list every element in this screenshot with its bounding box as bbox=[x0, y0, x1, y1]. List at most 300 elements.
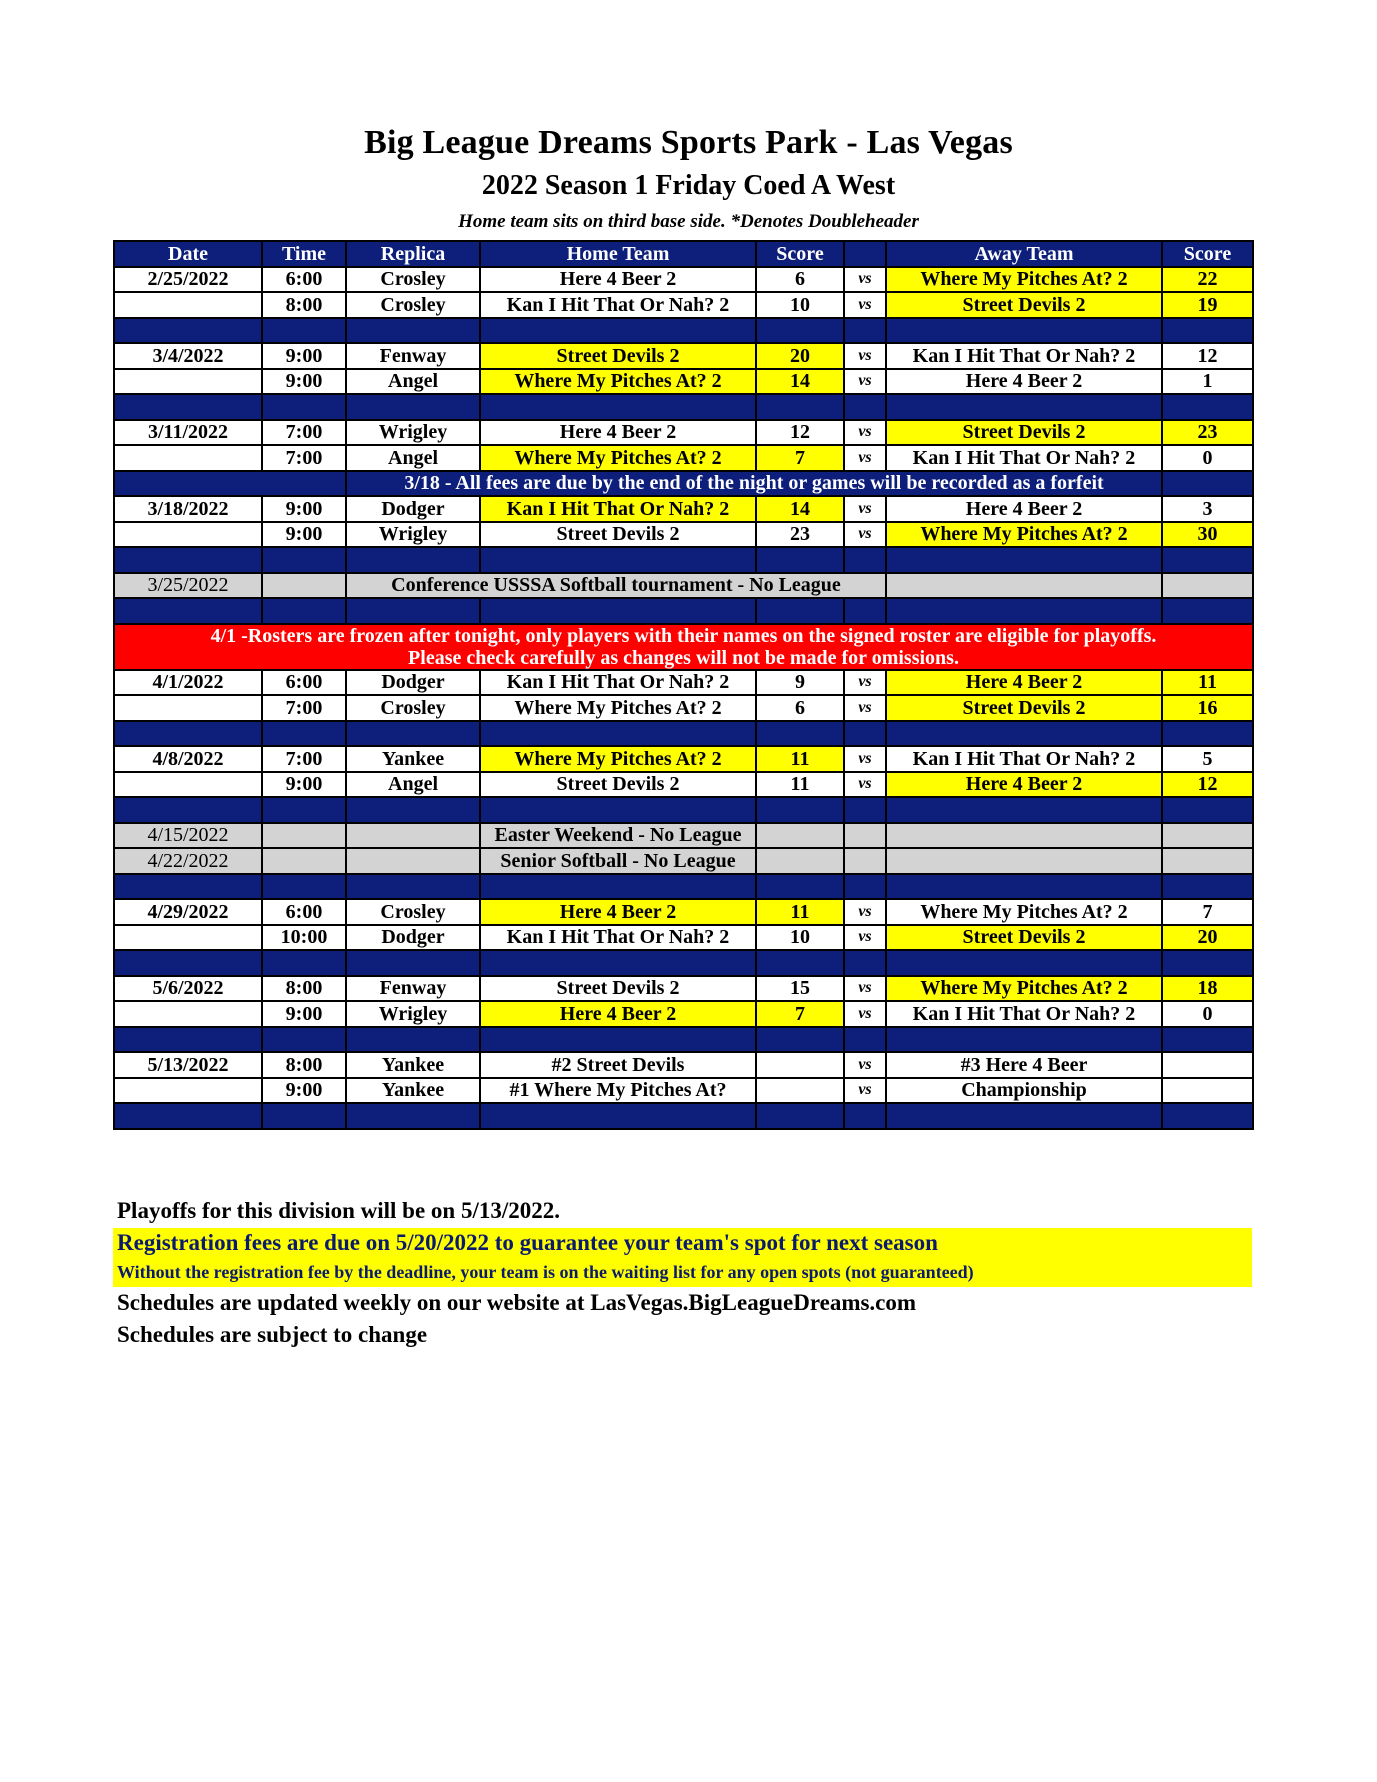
vs-label: vs bbox=[844, 420, 886, 446]
spacer-cell bbox=[756, 598, 844, 624]
spacer-row bbox=[114, 318, 1253, 344]
game-row bbox=[114, 292, 1253, 318]
game-date: 4/29/2022 bbox=[114, 899, 262, 925]
vs-label: vs bbox=[844, 522, 886, 548]
spacer-cell bbox=[756, 1027, 844, 1053]
vs-label: vs bbox=[844, 899, 886, 925]
spacer-cell bbox=[346, 1027, 480, 1053]
spacer-cell bbox=[886, 950, 1162, 976]
spacer-cell bbox=[480, 318, 756, 344]
spacer-row bbox=[114, 950, 1253, 976]
away-team: #3 Here 4 Beer bbox=[886, 1052, 1162, 1078]
away-team: Kan I Hit That Or Nah? 2 bbox=[886, 343, 1162, 369]
spacer-cell bbox=[480, 797, 756, 823]
game-time: 7:00 bbox=[262, 746, 346, 772]
spacer-cell bbox=[886, 318, 1162, 344]
spacer-cell bbox=[114, 874, 262, 900]
spacer-cell bbox=[480, 721, 756, 747]
playoff-row bbox=[114, 1052, 1253, 1078]
game-replica-field: Crosley bbox=[346, 267, 480, 293]
spacer-cell bbox=[756, 547, 844, 573]
home-team: Street Devils 2 bbox=[480, 976, 756, 1002]
spacer-cell bbox=[844, 547, 886, 573]
game-row bbox=[114, 343, 1253, 369]
empty-cell bbox=[262, 848, 346, 874]
vs-label: vs bbox=[844, 772, 886, 798]
home-score: 14 bbox=[756, 496, 844, 522]
spacer-cell bbox=[114, 318, 262, 344]
home-score: 11 bbox=[756, 746, 844, 772]
game-time: 8:00 bbox=[262, 1052, 346, 1078]
home-score: 20 bbox=[756, 343, 844, 369]
game-date: 3/25/2022 bbox=[114, 573, 262, 599]
spacer-cell bbox=[844, 318, 886, 344]
spacer-cell bbox=[1162, 547, 1253, 573]
spacer-cell bbox=[346, 598, 480, 624]
away-score bbox=[1162, 1078, 1253, 1104]
spacer-cell bbox=[756, 1103, 844, 1129]
spacer-cell bbox=[346, 394, 480, 420]
home-score bbox=[756, 1078, 844, 1104]
spacer-cell bbox=[886, 797, 1162, 823]
game-time: 6:00 bbox=[262, 899, 346, 925]
no-league-note: Senior Softball - No League bbox=[480, 848, 756, 874]
spacer-cell bbox=[114, 471, 346, 497]
empty-cell bbox=[262, 573, 346, 599]
home-team: Where My Pitches At? 2 bbox=[480, 746, 756, 772]
game-time: 9:00 bbox=[262, 343, 346, 369]
home-score bbox=[756, 1052, 844, 1078]
empty-cell bbox=[886, 573, 1162, 599]
waiting-list-note: Without the registration fee by the deadline, your team is on the waiting list for any open spots (not guaranteed) bbox=[117, 1262, 974, 1282]
spacer-cell bbox=[114, 394, 262, 420]
spacer-row bbox=[114, 1103, 1253, 1129]
game-date bbox=[114, 292, 262, 318]
away-score: 18 bbox=[1162, 976, 1253, 1002]
away-team: Where My Pitches At? 2 bbox=[886, 899, 1162, 925]
away-score: 23 bbox=[1162, 420, 1253, 446]
home-team: #2 Street Devils bbox=[480, 1052, 756, 1078]
spacer-cell bbox=[480, 1027, 756, 1053]
home-score: 12 bbox=[756, 420, 844, 446]
home-team: Street Devils 2 bbox=[480, 772, 756, 798]
game-date: 4/8/2022 bbox=[114, 746, 262, 772]
fee-notice-row bbox=[114, 471, 1253, 497]
empty-cell bbox=[1162, 848, 1253, 874]
spacer-cell bbox=[844, 950, 886, 976]
game-replica-field: Dodger bbox=[346, 670, 480, 696]
spacer-cell bbox=[262, 318, 346, 344]
game-replica-field: Wrigley bbox=[346, 1001, 480, 1027]
spacer-row bbox=[114, 874, 1253, 900]
game-date bbox=[114, 445, 262, 471]
away-team: Street Devils 2 bbox=[886, 695, 1162, 721]
game-time: 9:00 bbox=[262, 772, 346, 798]
game-replica-field: Angel bbox=[346, 369, 480, 395]
game-replica-field: Crosley bbox=[346, 292, 480, 318]
spacer-cell bbox=[346, 721, 480, 747]
game-date: 4/15/2022 bbox=[114, 823, 262, 849]
game-date bbox=[114, 522, 262, 548]
table-header-row bbox=[114, 241, 1253, 267]
spacer-cell bbox=[262, 797, 346, 823]
vs-label: vs bbox=[844, 695, 886, 721]
website-note: Schedules are updated weekly on our website at LasVegas.BigLeagueDreams.com bbox=[117, 1290, 917, 1315]
home-team: Where My Pitches At? 2 bbox=[480, 445, 756, 471]
game-row bbox=[114, 369, 1253, 395]
home-score: 10 bbox=[756, 292, 844, 318]
home-team: Here 4 Beer 2 bbox=[480, 267, 756, 293]
away-score: 12 bbox=[1162, 343, 1253, 369]
game-date bbox=[114, 772, 262, 798]
spacer-row bbox=[114, 797, 1253, 823]
spacer-cell bbox=[262, 950, 346, 976]
game-date: 5/13/2022 bbox=[114, 1052, 262, 1078]
home-score: 6 bbox=[756, 695, 844, 721]
page-title: Big League Dreams Sports Park - Las Vegas bbox=[364, 124, 1013, 161]
game-time: 7:00 bbox=[262, 420, 346, 446]
vs-label: vs bbox=[844, 670, 886, 696]
game-time: 7:00 bbox=[262, 695, 346, 721]
home-score: 23 bbox=[756, 522, 844, 548]
empty-cell bbox=[886, 848, 1162, 874]
game-replica-field: Wrigley bbox=[346, 522, 480, 548]
game-row bbox=[114, 976, 1253, 1002]
spacer-cell bbox=[756, 797, 844, 823]
home-team: Where My Pitches At? 2 bbox=[480, 695, 756, 721]
spacer-cell bbox=[346, 547, 480, 573]
spacer-cell bbox=[114, 598, 262, 624]
home-score: 9 bbox=[756, 670, 844, 696]
no-league-note: Conference USSSA Softball tournament - No League bbox=[346, 573, 886, 599]
empty-cell bbox=[1162, 823, 1253, 849]
away-team: Street Devils 2 bbox=[886, 420, 1162, 446]
spacer-cell bbox=[886, 1027, 1162, 1053]
empty-cell bbox=[886, 823, 1162, 849]
game-replica-field: Fenway bbox=[346, 343, 480, 369]
home-score: 7 bbox=[756, 1001, 844, 1027]
no-league-row bbox=[114, 573, 1253, 599]
spacer-cell bbox=[346, 797, 480, 823]
home-team: Kan I Hit That Or Nah? 2 bbox=[480, 670, 756, 696]
spacer-cell bbox=[886, 394, 1162, 420]
spacer-cell bbox=[480, 1103, 756, 1129]
spacer-row bbox=[114, 1027, 1253, 1053]
game-replica-field: Wrigley bbox=[346, 420, 480, 446]
spacer-cell bbox=[886, 874, 1162, 900]
no-league-row bbox=[114, 848, 1253, 874]
spacer-cell bbox=[886, 598, 1162, 624]
spacer-row bbox=[114, 547, 1253, 573]
game-replica-field: Yankee bbox=[346, 1078, 480, 1104]
spacer-cell bbox=[346, 874, 480, 900]
playoff-row bbox=[114, 1078, 1253, 1104]
game-time: 9:00 bbox=[262, 1078, 346, 1104]
away-team: Here 4 Beer 2 bbox=[886, 670, 1162, 696]
vs-label: vs bbox=[844, 1052, 886, 1078]
game-row bbox=[114, 670, 1253, 696]
home-team: #1 Where My Pitches At? bbox=[480, 1078, 756, 1104]
empty-cell bbox=[346, 823, 480, 849]
spacer-cell bbox=[1162, 1027, 1253, 1053]
vs-label: vs bbox=[844, 1078, 886, 1104]
spacer-cell bbox=[1162, 1103, 1253, 1129]
game-row bbox=[114, 496, 1253, 522]
fee-notice: 3/18 - All fees are due by the end of the night or games will be recorded as a forfeit bbox=[346, 471, 1162, 497]
spacer-cell bbox=[1162, 318, 1253, 344]
home-team: Street Devils 2 bbox=[480, 522, 756, 548]
spacer-cell bbox=[844, 1027, 886, 1053]
away-score: 3 bbox=[1162, 496, 1253, 522]
spacer-cell bbox=[114, 547, 262, 573]
game-date: 5/6/2022 bbox=[114, 976, 262, 1002]
spacer-row bbox=[114, 394, 1253, 420]
game-row bbox=[114, 522, 1253, 548]
game-replica-field: Crosley bbox=[346, 899, 480, 925]
roster-notice-line1: 4/1 -Rosters are frozen after tonight, only players with their names on the signed roster are eligible for playoffs. bbox=[210, 624, 1157, 647]
away-team: Here 4 Beer 2 bbox=[886, 496, 1162, 522]
game-time: 9:00 bbox=[262, 369, 346, 395]
home-score: 15 bbox=[756, 976, 844, 1002]
spacer-cell bbox=[1162, 471, 1253, 497]
roster-notice bbox=[114, 624, 1253, 670]
game-replica-field: Yankee bbox=[346, 746, 480, 772]
game-row bbox=[114, 267, 1253, 293]
col-header-date: Date bbox=[114, 241, 262, 267]
home-team: Kan I Hit That Or Nah? 2 bbox=[480, 496, 756, 522]
away-team: Where My Pitches At? 2 bbox=[886, 522, 1162, 548]
spacer-cell bbox=[844, 394, 886, 420]
spacer-row bbox=[114, 721, 1253, 747]
game-date: 4/1/2022 bbox=[114, 670, 262, 696]
home-team: Here 4 Beer 2 bbox=[480, 420, 756, 446]
spacer-cell bbox=[1162, 394, 1253, 420]
no-league-row bbox=[114, 823, 1253, 849]
spacer-cell bbox=[1162, 950, 1253, 976]
spacer-cell bbox=[480, 394, 756, 420]
home-team: Kan I Hit That Or Nah? 2 bbox=[480, 292, 756, 318]
spacer-cell bbox=[480, 950, 756, 976]
game-replica-field: Angel bbox=[346, 445, 480, 471]
away-score bbox=[1162, 1052, 1253, 1078]
vs-label: vs bbox=[844, 343, 886, 369]
col-header-home-score: Score bbox=[756, 241, 844, 267]
spacer-cell bbox=[844, 1103, 886, 1129]
away-team: Street Devils 2 bbox=[886, 925, 1162, 951]
vs-label: vs bbox=[844, 496, 886, 522]
game-time: 8:00 bbox=[262, 292, 346, 318]
vs-label: vs bbox=[844, 292, 886, 318]
spacer-cell bbox=[114, 797, 262, 823]
game-row bbox=[114, 420, 1253, 446]
spacer-cell bbox=[346, 1103, 480, 1129]
spacer-cell bbox=[844, 598, 886, 624]
vs-label: vs bbox=[844, 445, 886, 471]
away-score: 20 bbox=[1162, 925, 1253, 951]
empty-cell bbox=[756, 848, 844, 874]
home-team: Street Devils 2 bbox=[480, 343, 756, 369]
away-team: Kan I Hit That Or Nah? 2 bbox=[886, 1001, 1162, 1027]
home-score: 10 bbox=[756, 925, 844, 951]
game-date bbox=[114, 1001, 262, 1027]
game-row bbox=[114, 772, 1253, 798]
game-row bbox=[114, 445, 1253, 471]
vs-label: vs bbox=[844, 925, 886, 951]
game-date: 3/11/2022 bbox=[114, 420, 262, 446]
away-team: Championship bbox=[886, 1078, 1162, 1104]
game-replica-field: Angel bbox=[346, 772, 480, 798]
game-date: 2/25/2022 bbox=[114, 267, 262, 293]
col-header-away-score: Score bbox=[1162, 241, 1253, 267]
away-score: 11 bbox=[1162, 670, 1253, 696]
game-row bbox=[114, 925, 1253, 951]
spacer-cell bbox=[844, 797, 886, 823]
spacer-cell bbox=[886, 547, 1162, 573]
vs-label: vs bbox=[844, 976, 886, 1002]
spacer-cell bbox=[480, 598, 756, 624]
spacer-cell bbox=[1162, 797, 1253, 823]
col-header-replica: Replica bbox=[346, 241, 480, 267]
home-score: 14 bbox=[756, 369, 844, 395]
game-replica-field: Dodger bbox=[346, 925, 480, 951]
spacer-cell bbox=[114, 950, 262, 976]
game-row bbox=[114, 695, 1253, 721]
spacer-cell bbox=[844, 721, 886, 747]
spacer-cell bbox=[480, 874, 756, 900]
roster-notice-line2: Please check carefully as changes will not be made for omissions. bbox=[408, 646, 959, 669]
away-team: Kan I Hit That Or Nah? 2 bbox=[886, 445, 1162, 471]
game-time: 9:00 bbox=[262, 1001, 346, 1027]
col-header-home-team: Home Team bbox=[480, 241, 756, 267]
game-date bbox=[114, 1078, 262, 1104]
away-team: Kan I Hit That Or Nah? 2 bbox=[886, 746, 1162, 772]
home-team: Here 4 Beer 2 bbox=[480, 1001, 756, 1027]
spacer-cell bbox=[886, 1103, 1162, 1129]
game-time: 9:00 bbox=[262, 522, 346, 548]
game-date bbox=[114, 925, 262, 951]
empty-cell bbox=[756, 823, 844, 849]
spacer-cell bbox=[844, 874, 886, 900]
spacer-cell bbox=[114, 721, 262, 747]
home-score: 11 bbox=[756, 899, 844, 925]
spacer-cell bbox=[1162, 874, 1253, 900]
away-score: 5 bbox=[1162, 746, 1253, 772]
spacer-cell bbox=[262, 1027, 346, 1053]
game-time: 6:00 bbox=[262, 267, 346, 293]
game-replica-field: Fenway bbox=[346, 976, 480, 1002]
spacer-cell bbox=[1162, 598, 1253, 624]
spacer-cell bbox=[346, 318, 480, 344]
empty-cell bbox=[346, 848, 480, 874]
game-time: 10:00 bbox=[262, 925, 346, 951]
away-team: Here 4 Beer 2 bbox=[886, 369, 1162, 395]
spacer-cell bbox=[886, 721, 1162, 747]
away-score: 16 bbox=[1162, 695, 1253, 721]
spacer-cell bbox=[756, 950, 844, 976]
vs-label: vs bbox=[844, 369, 886, 395]
spacer-cell bbox=[480, 547, 756, 573]
away-team: Where My Pitches At? 2 bbox=[886, 976, 1162, 1002]
game-row bbox=[114, 1001, 1253, 1027]
away-score: 19 bbox=[1162, 292, 1253, 318]
vs-label: vs bbox=[844, 267, 886, 293]
spacer-cell bbox=[346, 950, 480, 976]
away-team: Here 4 Beer 2 bbox=[886, 772, 1162, 798]
spacer-cell bbox=[114, 1027, 262, 1053]
spacer-cell bbox=[262, 547, 346, 573]
away-score: 0 bbox=[1162, 445, 1253, 471]
game-date bbox=[114, 695, 262, 721]
col-header-vs bbox=[844, 241, 886, 267]
home-team: Where My Pitches At? 2 bbox=[480, 369, 756, 395]
game-row bbox=[114, 899, 1253, 925]
away-team: Where My Pitches At? 2 bbox=[886, 267, 1162, 293]
spacer-cell bbox=[756, 318, 844, 344]
subject-to-change-note: Schedules are subject to change bbox=[117, 1322, 428, 1347]
game-replica-field: Yankee bbox=[346, 1052, 480, 1078]
empty-cell bbox=[844, 823, 886, 849]
home-team-note: Home team sits on third base side. *Denotes Doubleheader bbox=[458, 211, 919, 232]
game-date: 3/18/2022 bbox=[114, 496, 262, 522]
home-score: 6 bbox=[756, 267, 844, 293]
away-score: 30 bbox=[1162, 522, 1253, 548]
spacer-cell bbox=[756, 394, 844, 420]
empty-cell bbox=[844, 848, 886, 874]
spacer-cell bbox=[262, 874, 346, 900]
game-row bbox=[114, 746, 1253, 772]
home-team: Here 4 Beer 2 bbox=[480, 899, 756, 925]
spacer-cell bbox=[262, 598, 346, 624]
game-replica-field: Crosley bbox=[346, 695, 480, 721]
vs-label: vs bbox=[844, 746, 886, 772]
spacer-cell bbox=[262, 394, 346, 420]
spacer-cell bbox=[262, 1103, 346, 1129]
game-replica-field: Dodger bbox=[346, 496, 480, 522]
game-time: 6:00 bbox=[262, 670, 346, 696]
vs-label: vs bbox=[844, 1001, 886, 1027]
schedule-body bbox=[114, 267, 1253, 1129]
away-score: 1 bbox=[1162, 369, 1253, 395]
spacer-cell bbox=[756, 721, 844, 747]
playoffs-note: Playoffs for this division will be on 5/13/2022. bbox=[117, 1198, 561, 1223]
no-league-note: Easter Weekend - No League bbox=[480, 823, 756, 849]
game-time: 9:00 bbox=[262, 496, 346, 522]
away-team: Street Devils 2 bbox=[886, 292, 1162, 318]
away-score: 22 bbox=[1162, 267, 1253, 293]
spacer-cell bbox=[262, 721, 346, 747]
schedule-table bbox=[113, 240, 1254, 1130]
away-score: 12 bbox=[1162, 772, 1253, 798]
spacer-cell bbox=[114, 1103, 262, 1129]
empty-cell bbox=[262, 823, 346, 849]
home-score: 11 bbox=[756, 772, 844, 798]
col-header-away-team: Away Team bbox=[886, 241, 1162, 267]
game-date: 4/22/2022 bbox=[114, 848, 262, 874]
home-score: 7 bbox=[756, 445, 844, 471]
roster-notice-row bbox=[114, 624, 1253, 670]
col-header-time: Time bbox=[262, 241, 346, 267]
home-team: Kan I Hit That Or Nah? 2 bbox=[480, 925, 756, 951]
game-time: 8:00 bbox=[262, 976, 346, 1002]
game-date bbox=[114, 369, 262, 395]
registration-note: Registration fees are due on 5/20/2022 to guarantee your team's spot for next season bbox=[117, 1230, 938, 1255]
game-time: 7:00 bbox=[262, 445, 346, 471]
page-subtitle: 2022 Season 1 Friday Coed A West bbox=[481, 170, 896, 201]
away-score: 0 bbox=[1162, 1001, 1253, 1027]
spacer-cell bbox=[1162, 721, 1253, 747]
game-date: 3/4/2022 bbox=[114, 343, 262, 369]
away-score: 7 bbox=[1162, 899, 1253, 925]
